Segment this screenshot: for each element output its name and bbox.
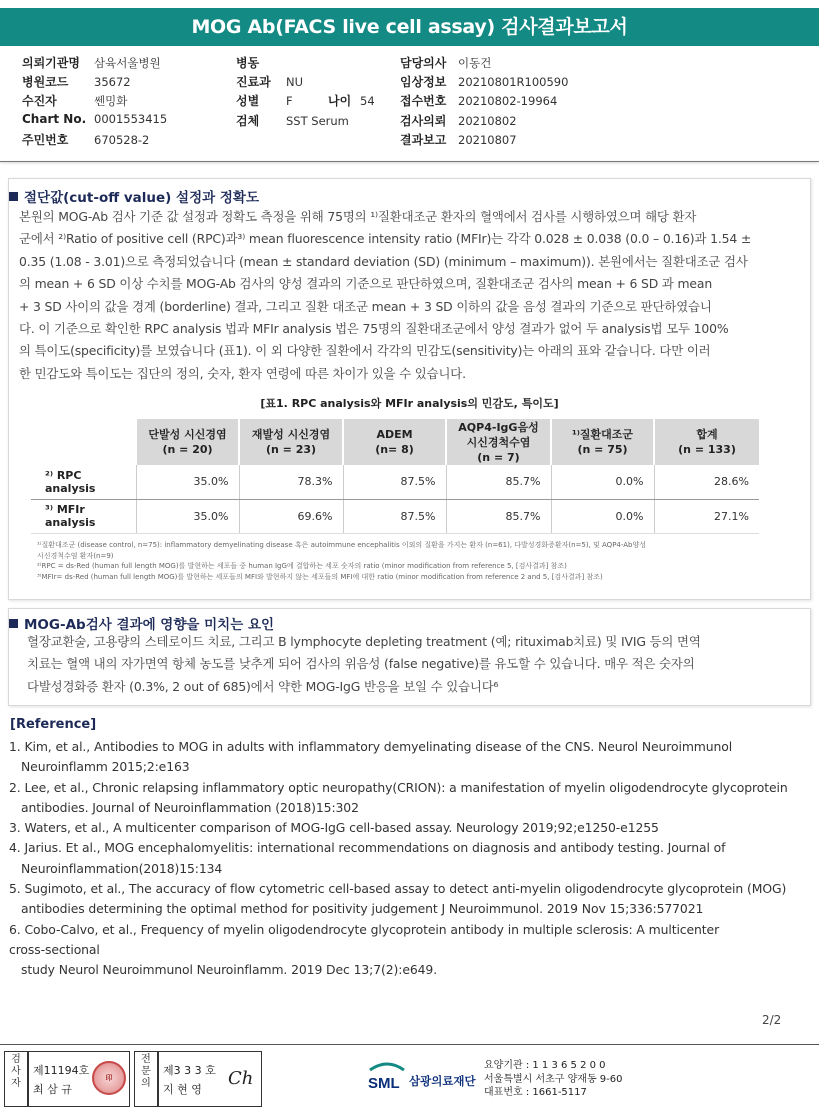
table-footnotes: ¹⁾질환대조군 (disease control, n=75): inflammatory demyelinating disease 혹은 autoimmune encephalitis 이외의 질환을 가지는 환자 (n=61), 다발성경화증환자(n=5), 및 AQP4-Ab양성 시신경척수염 환자(n=9) ²⁾RPC = ds-Red (human full length MOG)를 발현하는 세포들 중 human IgG에 결합하는 세포 숫자의 ratio (minor modification from reference 5, [검사결과] 참조) ³⁾MFIr= ds-Red (human full length MOG)를 발현하는 세포들의 MFI와 발현하지 않는 세포들의 MFI에 대한 ratio (minor modification from reference 2 and 5, [검사결과] 참조) [37, 541, 646, 581]
col-header: 재발성 시신경염 (n = 23) [239, 419, 343, 465]
sml-logo-icon [366, 1060, 408, 1096]
bullet-square [9, 619, 18, 628]
table-title: [표1. RPC analysis와 MFIr analysis의 민감도, 특이도] [260, 397, 559, 410]
reference-list [9, 737, 788, 981]
chart-row: Chart No. 0001553415 [22, 112, 168, 126]
doctor-row: 담당의사 이동건 [400, 56, 492, 70]
dept-row: 진료과 NU [236, 75, 304, 89]
receipt-row: 접수번호 20210802-19964 [400, 94, 558, 108]
col-header: 합계 (n = 133) [654, 419, 759, 465]
ward-row: 병동 [236, 56, 260, 70]
table-cell: 69.6% [239, 499, 343, 533]
inspector-license: 제11194호 [33, 1064, 90, 1077]
seal-stamp-icon: 印 [92, 1061, 126, 1095]
svg-text:SML: SML [368, 1075, 400, 1092]
inspector-label: 검사자 [11, 1054, 21, 1089]
col-header: 단발성 시신경염 (n = 20) [136, 419, 239, 465]
table-row [31, 499, 759, 533]
table-header-row [31, 419, 759, 465]
list-item: 2. Lee, et al., Chronic relapsing inflammatory optic neuropathy(CRION): a manifestation of myelin oligodendrocyte glycoprotein antibodies. Journal of Neuroinflammation (2018)15:302 [9, 779, 788, 815]
table-row [31, 465, 759, 499]
table-cell: 87.5% [343, 499, 446, 533]
list-item: 6. Cobo-Calvo, et al., Frequency of myelin oligodendrocyte glycoprotein antibody in multiple sclerosis: A multicenter cross-sectional study Neurol Neuroimmunol Neuroinflamm. 2019 Dec 13;7(2):e649. [9, 921, 720, 978]
list-item: 4. Jarius. Et al., MOG encephalomyelitis: international recommendations on diagnosis and antibody testing. Journal of Neuroinflammation(2018)15:134 [9, 840, 726, 876]
table-cell: 87.5% [343, 465, 446, 499]
id-row: 주민번호 670528-2 [22, 133, 150, 147]
report-title: MOG Ab(FACS live cell assay) 검사결과보고서 [0, 8, 819, 46]
table-cell: 0.0% [551, 465, 654, 499]
table-cell: 35.0% [136, 465, 239, 499]
list-item: 3. Waters, et al., A multicenter comparison of MOG-IgG cell-based assay. Neurology 2019;92;e1250-e1255 [9, 820, 659, 836]
col-header: AQP4-IgG음성 시신경척수염 (n = 7) [446, 419, 551, 465]
org-info: 요양기관 : 1 1 3 6 5 2 0 0 서울특별시 서초구 양재동 9-60 대표번호 : 1661-5117 [484, 1060, 623, 1098]
table-cell: 27.1% [654, 499, 759, 533]
cutoff-paragraph: 본원의 MOG-Ab 검사 기준 값 설정과 정확도 측정을 위해 75명의 ¹⁾질환대조군 환자의 혈액에서 검사를 시행하였으며 해당 환자 군에서 ²⁾Ratio of positive cell (RPC)과³⁾ mean fluorescence intensity ratio (MFIr)는 각각 0.028 ± 0.038 (0.0 – 0.16)과 1.54 ± 0.35 (1.08 - 3.01)으로 측정되었습니다 (mean ± standard deviation (SD) (minimum – maximum)). 본원에서는 질환대조군 검사 의 mean + 6 SD 이상 수치를 MOG-Ab 검사의 양성 결과의 기준으로 판단하였으며, 질환대조군 검사의 mean + 6 SD 과 mean + 3 SD 사이의 값을 경계 (borderline) 결과, 그리고 질환 대조군 mean + 3 SD 이하의 값을 음성 결과의 기준으로 판단하였습니 다. 이 기준으로 확인한 RPC analysis 법과 MFIr analysis 법은 75명의 질환대조군에서 양성 결과가 없어 두 analysis법 모두 100% 의 특이도(specificity)를 보였습니다 (표1). 이 외 다양한 질환에서 각각의 민감도(sensitivity)는 아래의 표와 같습니다. 다만 이러 한 민감도와 특이도는 집단의 정의, 숫자, 환자 연령에 따른 차이가 있을 수 있습니다. [19, 209, 752, 381]
code-row: 병원코드 35672 [22, 75, 131, 89]
reference-title: [Reference] [10, 717, 97, 732]
factors-section-title: MOG-Ab검사 결과에 영향을 미치는 요인 [9, 613, 274, 633]
table-cell: 85.7% [446, 465, 551, 499]
table-cell: 78.3% [239, 465, 343, 499]
footer-divider [0, 1044, 819, 1045]
table-cell: 0.0% [551, 499, 654, 533]
signature: Ch [228, 1068, 254, 1089]
table-cell: 28.6% [654, 465, 759, 499]
row-label: ³⁾ MFIr analysis [31, 499, 136, 533]
table-cell: 85.7% [446, 499, 551, 533]
col-header: ¹⁾질환대조군 (n = 75) [551, 419, 654, 465]
row-label: ²⁾ RPC analysis [31, 465, 136, 499]
approver-name: 지 현 영 [163, 1083, 202, 1096]
list-item: 1. Kim, et al., Antibodies to MOG in adults with inflammatory demyelinating disease of the CNS. Neurol Neuroimmunol Neuroinflamm 2015;2:e163 [9, 739, 733, 775]
org-name: 삼광의료재단 [409, 1074, 476, 1088]
specimen-row: 검체 SST Serum [236, 114, 349, 128]
clinical-row: 임상정보 20210801R100590 [400, 75, 569, 89]
sex-row: 성별 F 나이 54 [236, 94, 375, 108]
info-divider [0, 161, 819, 162]
table-cell: 35.0% [136, 499, 239, 533]
corner-cell [31, 419, 136, 465]
approver-license: 제3 3 3 호 [163, 1064, 216, 1077]
sensitivity-table [31, 419, 759, 534]
cutoff-section-title: 절단값(cut-off value) 설정과 정확도 [9, 186, 259, 206]
list-item: 5. Sugimoto, et al., The accuracy of flow cytometric cell-based assay to detect anti-myelin oligodendrocyte glycoprotein (MOG) antibodies determining the optimal method for positivity judgement J Neuroimmunol. 2019 Nov 15;336:577021 [9, 881, 787, 917]
approver-label: 전문의 [141, 1054, 151, 1089]
factors-paragraph: 혈장교환술, 고용량의 스테로이드 치료, 그리고 B lymphocyte depleting treatment (예; rituximab치료) 및 IVIG 등의 면역 치료는 혈액 내의 자가면역 항체 농도를 낮추게 되어 검사의 위음성 (false negative)를 유도할 수 있습니다. 매우 적은 숫자의 다발성경화증 환자 (0.3%, 2 out of 685)에서 약한 MOG-IgG 반응을 보일 수 있습니다⁶ [27, 634, 701, 694]
inspector-name: 최 삼 규 [33, 1083, 72, 1096]
col-header: ADEM (n= 8) [343, 419, 446, 465]
institution-row: 의뢰기관명 삼육서울병원 [22, 56, 161, 70]
requested-row: 검사의뢰 20210802 [400, 114, 517, 128]
page-number: 2/2 [762, 1013, 782, 1027]
reported-row: 결과보고 20210807 [400, 133, 517, 147]
name-row: 수진자 쎈밍화 [22, 94, 128, 108]
bullet-square [9, 192, 18, 201]
